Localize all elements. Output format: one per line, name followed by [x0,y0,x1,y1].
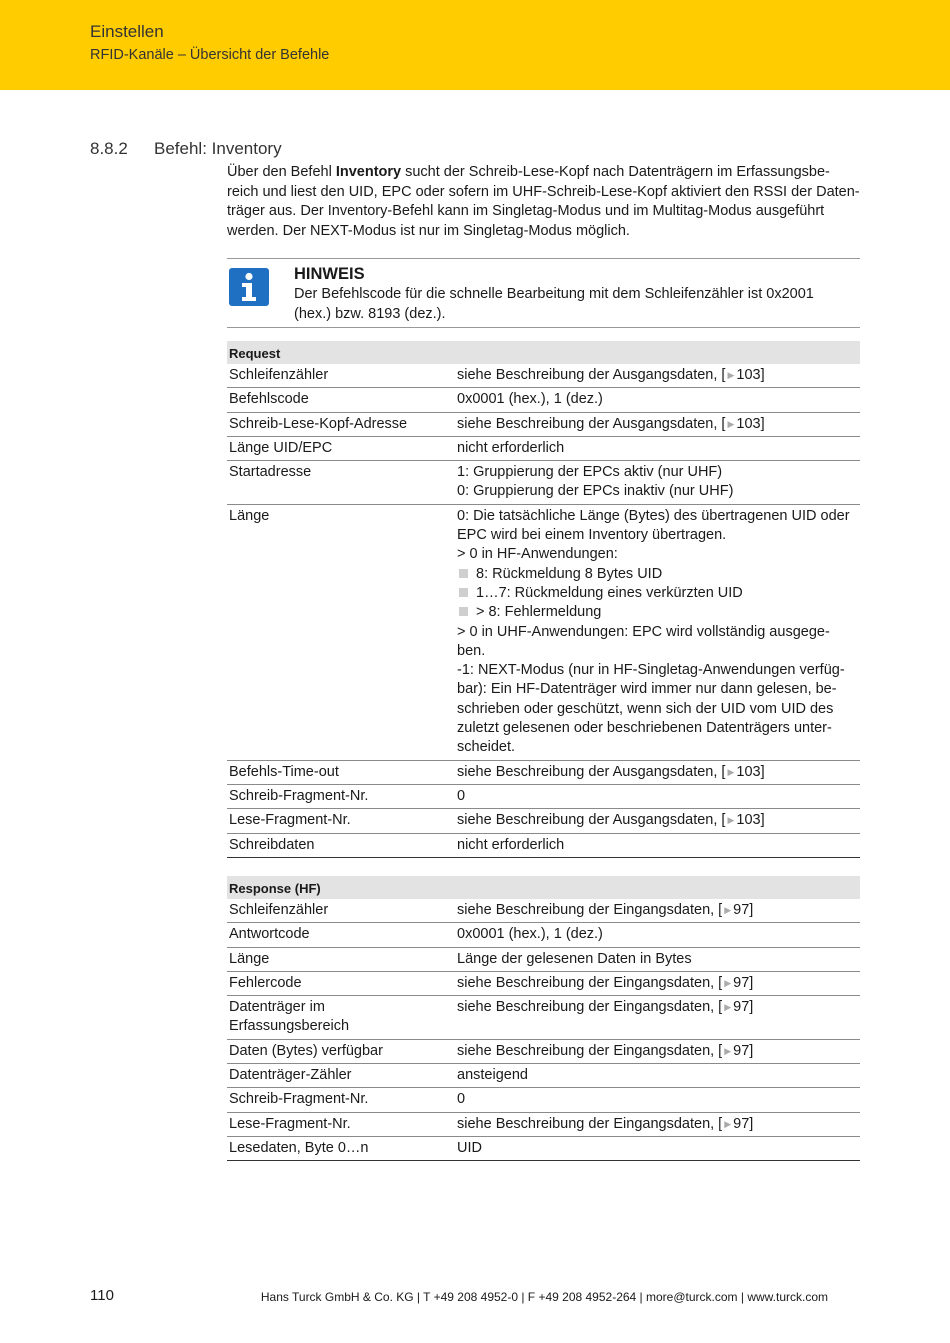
value-line: nicht erforderlich [457,836,565,853]
ref-text: siehe Beschreibung der Eingangsdaten, [ [457,974,723,991]
section-number: 8.8.2 [90,139,128,158]
table-row [227,436,860,460]
row-key [227,1064,455,1088]
row-key [227,833,455,857]
row-value [455,388,860,412]
row-key [227,899,455,923]
table-row [227,364,860,388]
row-key-text: Schreib-Fragment-Nr. [229,787,369,804]
row-key-text: Befehls-Time-out [229,763,339,780]
value-line: 0 [457,1091,466,1108]
row-value [455,364,860,388]
value-line: -1: NEXT-Modus (nur in HF-Singletag-Anwendungen verfüg- [457,662,845,679]
ref-text: siehe Beschreibung der Eingangsdaten, [ [457,1115,723,1132]
row-key [227,784,455,808]
ref-page: 103] [736,367,765,383]
value-line: > 0 in UHF-Anwendungen: EPC wird vollständig ausgege- [457,623,830,640]
note-line-2: (hex.) bzw. 8193 (dez.). [294,305,446,322]
header-subtitle: RFID-Kanäle – Übersicht der Befehle [90,47,330,63]
row-value [455,504,860,760]
page-ref-arrow-icon: ▶ [724,1002,732,1013]
row-key-text: Schleifenzähler [229,902,329,918]
footer-contact: Hans Turck GmbH & Co. KG | T +49 208 4952-0 | F +49 208 4952-264 | more@turck.com | www.turck.com [260,1290,828,1304]
ref-page: 103] [736,763,765,780]
value-line: EPC wird bei einem Inventory übertragen. [457,527,727,544]
row-key [227,388,455,412]
row-key-text: Datenträger-Zähler [229,1067,352,1084]
row-value [455,833,860,857]
table-row [227,996,860,1040]
row-value [455,760,860,784]
ref-text: siehe Beschreibung der Ausgangsdaten, [ [457,415,726,432]
row-key-text: Lesedaten, Byte 0…n [229,1139,369,1156]
row-value [455,996,860,1040]
section-heading: Befehl: Inventory [154,139,282,158]
bullet-icon [459,588,468,597]
value-line: Länge der gelesenen Daten in Bytes [457,950,692,967]
value-line: 0x0001 (hex.), 1 (dez.) [457,391,603,408]
row-key-text: Datenträger im [229,999,325,1016]
row-value [455,1088,860,1112]
row-key [227,996,455,1040]
section-title [90,139,282,159]
row-key [227,461,455,505]
table-row [227,1039,860,1063]
row-key-text: Antwortcode [229,926,310,943]
row-key [227,504,455,760]
row-value [455,461,860,505]
row-key [227,1039,455,1063]
value-line: ben. [457,642,486,659]
ref-text: siehe Beschreibung der Eingangsdaten, [ [457,902,723,918]
row-key-text: Startadresse [229,464,312,481]
row-key [227,971,455,995]
row-key-text: Daten (Bytes) verfügbar [229,1042,383,1059]
table-row [227,1088,860,1112]
row-value [455,1039,860,1063]
table-row [227,784,860,808]
table-row [227,1064,860,1088]
row-value [455,947,860,971]
row-value [455,923,860,947]
row-key [227,947,455,971]
ref-text: siehe Beschreibung der Ausgangsdaten, [ [457,763,726,780]
row-key-text: Schreib-Fragment-Nr. [229,1091,369,1108]
note-box [227,258,860,328]
note-line-1: Der Befehlscode für die schnelle Bearbeitung mit dem Schleifenzähler ist 0x2001 [294,286,814,302]
page-ref-arrow-icon: ▶ [724,977,732,988]
table-row [227,760,860,784]
row-key [227,364,455,388]
value-line: > 0 in HF-Anwendungen: [457,546,618,563]
row-key [227,1112,455,1136]
bullet-icon [459,607,468,616]
value-line: scheidet. [457,739,516,756]
page-ref-arrow-icon: ▶ [724,1045,732,1056]
intro-line-3: träger aus. Der Inventory-Befehl kann im Singletag-Modus und im Multitag-Modus ausgeführt [227,203,825,219]
row-key-text: Länge UID/EPC [229,439,333,456]
page-ref-arrow-icon: ▶ [724,905,732,915]
ref-page: 97] [733,902,754,918]
value-line: 0: Gruppierung der EPCs inaktiv (nur UHF) [457,483,734,500]
row-key-text: Lese-Fragment-Nr. [229,812,351,829]
row-value [455,1112,860,1136]
ref-text: siehe Beschreibung der Ausgangsdaten, [ [457,367,726,383]
value-line: ansteigend [457,1067,528,1084]
table-row [227,388,860,412]
ref-text: siehe Beschreibung der Ausgangsdaten, [ [457,812,726,829]
page-ref-arrow-icon: ▶ [727,766,735,777]
table-row [227,461,860,505]
table-row [227,971,860,995]
table-row [227,1136,860,1160]
table-row [227,923,860,947]
row-key-text: Befehlscode [229,391,309,408]
note-text [294,285,854,324]
value-line: 1: Gruppierung der EPCs aktiv (nur UHF) [457,464,723,481]
row-key [227,809,455,833]
table-row [227,809,860,833]
value-line: bar): Ein HF-Datenträger wird immer nur dann gelesen, be- [457,681,837,698]
row-key [227,412,455,436]
ref-page: 103] [736,415,765,432]
value-line: 0 [457,787,466,804]
intro-line-4: werden. Der NEXT-Modus ist nur im Singletag-Modus möglich. [227,222,630,239]
row-value [455,1064,860,1088]
row-key-text: Schreibdaten [229,836,315,853]
row-value [455,899,860,923]
row-key-text: Länge [229,950,270,967]
ref-page: 97] [733,974,754,991]
row-key-text: Schreib-Lese-Kopf-Adresse [229,415,408,432]
row-key-text-cont: Erfassungsbereich [229,1018,350,1035]
ref-page: 97] [733,999,754,1016]
row-value [455,971,860,995]
page-ref-arrow-icon: ▶ [727,815,735,826]
row-key-text: Fehlercode [229,974,302,991]
ref-text: siehe Beschreibung der Eingangsdaten, [ [457,1042,723,1059]
row-key [227,1136,455,1160]
value-line: schrieben oder geschützt, wenn sich der UID vom UID des [457,700,834,717]
row-key-text: Schleifenzähler [229,367,329,383]
row-value [455,436,860,460]
row-key [227,923,455,947]
page-number: 110 [90,1287,114,1304]
row-value [455,1136,860,1160]
info-icon [229,268,269,306]
table-row [227,899,860,923]
row-value [455,784,860,808]
table-row [227,947,860,971]
page-ref-arrow-icon: ▶ [724,1118,732,1129]
intro-bold-command: Inventory [335,164,402,180]
ref-page: 97] [733,1115,754,1132]
row-key [227,1088,455,1112]
value-line: 0x0001 (hex.), 1 (dez.) [457,926,603,943]
bullet-icon [459,569,468,578]
response-heading: Response (HF) [227,876,860,899]
ref-page: 97] [733,1042,754,1059]
intro-text-pre: Über den Befehl [227,164,336,180]
intro-line-2: reich und liest den UID, EPC oder sofern im UHF-Schreib-Lese-Kopf aktiviert den RSSI der Daten- [227,183,860,200]
page-ref-arrow-icon: ▶ [727,370,735,380]
value-line: 8: Rückmeldung 8 Bytes UID [476,565,663,582]
table-row [227,833,860,857]
table-row [227,412,860,436]
row-key-text: Lese-Fragment-Nr. [229,1115,351,1132]
value-line: 0: Die tatsächliche Länge (Bytes) des übertragenen UID oder [457,507,850,524]
table-row [227,1112,860,1136]
value-line: 1…7: Rückmeldung eines verkürzten UID [476,584,743,601]
intro-line-1: sucht der Schreib-Lese-Kopf nach Datenträgern im Erfassungsbe- [401,164,830,180]
page-header [0,0,950,90]
request-heading: Request [227,341,860,364]
intro-paragraph [227,163,861,241]
value-line: > 8: Fehlermeldung [476,604,602,621]
row-value [455,809,860,833]
value-line: UID [457,1139,482,1156]
row-value [455,412,860,436]
header-title: Einstellen [90,22,164,41]
request-table [227,341,860,858]
row-key [227,436,455,460]
page-ref-arrow-icon: ▶ [727,418,735,429]
response-table [227,876,860,1161]
value-line: nicht erforderlich [457,439,565,456]
ref-page: 103] [736,812,765,829]
row-key-text: Länge [229,507,270,524]
ref-text: siehe Beschreibung der Eingangsdaten, [ [457,999,723,1016]
note-title: HINWEIS [294,265,365,283]
row-key [227,760,455,784]
value-line: zuletzt gelesenen oder beschriebenen Datenträgers unter- [457,720,832,737]
table-row [227,504,860,760]
